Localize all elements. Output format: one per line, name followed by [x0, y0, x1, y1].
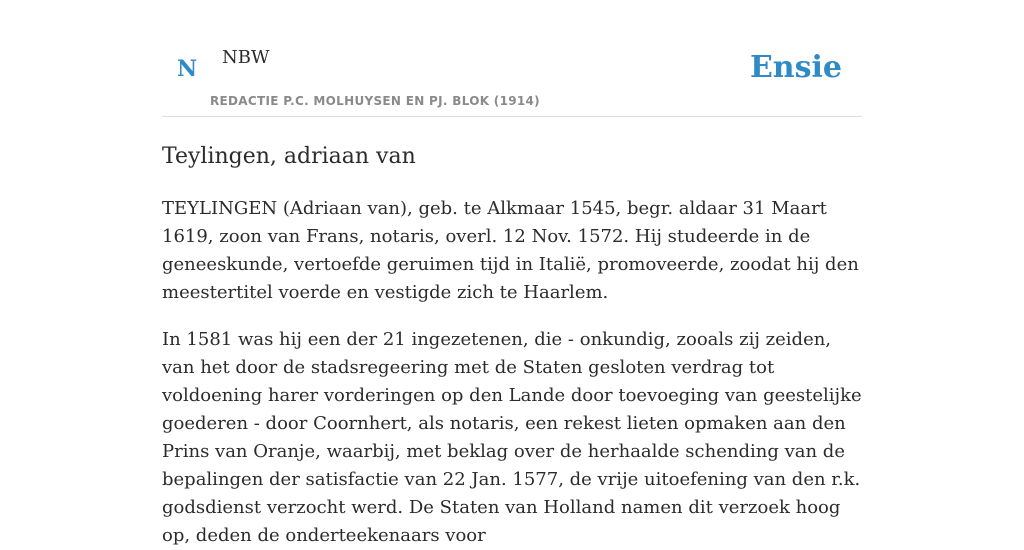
- article: [162, 143, 862, 550]
- article-title: Teylingen, adriaan van: [162, 144, 416, 169]
- source-name[interactable]: NBW: [222, 47, 270, 68]
- source-logo[interactable]: N: [177, 56, 198, 82]
- source-subtitle: REDACTIE P.C. MOLHUYSEN EN PJ. BLOK (1914): [210, 94, 540, 108]
- article-paragraph-1: TEYLINGEN (Adriaan van), geb. te Alkmaar 1545, begr. aldaar 31 Maart 1619, zoon van Frans, notaris, overl. 12 Nov. 1572. Hij studeerde in de geneeskunde, vertoefde geruimen tijd in Italië, promoveerde, zoodat hij den meestertitel voerde en vestigde zich te Haarlem.: [162, 198, 859, 303]
- header: [162, 0, 862, 117]
- ensie-logo-link[interactable]: Ensie: [749, 50, 842, 85]
- article-paragraph-2: In 1581 was hij een der 21 ingezetenen, die - onkundig, zooals zij zeiden, van het door de stadsregeering met de Staten gesloten verdrag tot voldoening harer vorderingen op den Lande door toevoeging van geestelijke goederen - door Coornhert, als notaris, een rekest lieten opmaken aan den Prins van Oranje, waarbij, met beklag over de herhaalde schending van de bepalingen der satisfactie van 22 Jan. 1577, de vrije uitoefening van den r.k. godsdienst verzocht werd. De Staten van Holland namen dit verzoek hoog op, deden de onderteekenaars voor: [162, 329, 862, 546]
- page: [162, 0, 862, 550]
